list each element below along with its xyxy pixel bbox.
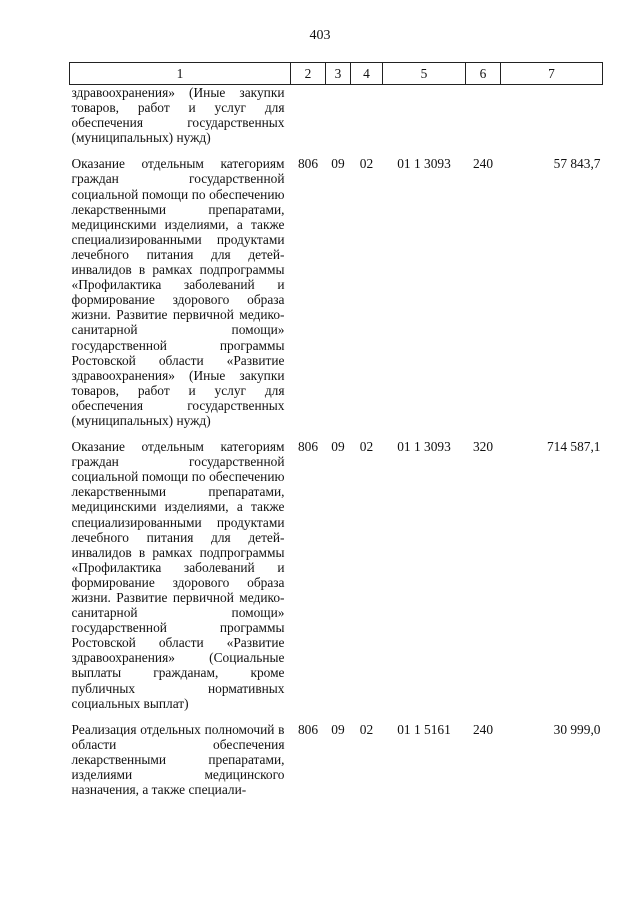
table-row xyxy=(70,85,603,146)
table-row xyxy=(70,428,603,711)
budget-table xyxy=(69,62,603,797)
row-subsection-code: 02 xyxy=(359,439,374,455)
header-col-3: 3 xyxy=(326,63,351,85)
table-body xyxy=(70,85,603,798)
table-row xyxy=(70,711,603,797)
row-expense-type: 320 xyxy=(472,439,494,455)
row-subsection-code: 02 xyxy=(359,156,374,172)
header-col-4: 4 xyxy=(351,63,383,85)
row-section-code: 09 xyxy=(331,156,345,172)
row-amount: 57 843,7 xyxy=(553,156,601,172)
header-col-2: 2 xyxy=(291,63,326,85)
row-target-code: 01 1 3093 xyxy=(397,156,451,172)
header-col-5: 5 xyxy=(383,63,466,85)
row-expense-type: 240 xyxy=(472,721,494,737)
row-ministry-code xyxy=(291,85,326,146)
row-description: здравоохранения» (Иные закупки товаров, работ и услуг для обеспечения государственных (муниципальных) нужд) xyxy=(71,85,285,146)
row-section-code xyxy=(326,85,351,146)
row-target-code: 01 1 3093 xyxy=(397,439,451,455)
row-subsection-code: 02 xyxy=(359,721,374,737)
row-section-code: 09 xyxy=(331,439,345,455)
table-header xyxy=(70,63,603,85)
row-target-code xyxy=(383,85,466,146)
header-col-6: 6 xyxy=(466,63,501,85)
header-col-7: 7 xyxy=(501,63,603,85)
row-description: Реализация отдельных полномочий в области обеспечения лекарственными препаратами, изделиями медицинского назначения, а также специали- xyxy=(71,721,285,798)
row-expense-type xyxy=(466,85,501,146)
row-amount: 714 587,1 xyxy=(546,439,601,455)
row-description: Оказание отдельным категориям граждан государственной социальной помощи по обеспечению лекарственными препаратами, медицинскими изделиями, а также специализированными продуктами лечебного питания для детей-инвалидов в рамках подпрограммы «Профилактика заболеваний и формирование здорового образа жизни. Развитие первичной медико-санитарной помощи» государственной программы Ростовской области «Развитие здравоохранения» (Социальные выплаты гражданам, кроме публичных нормативных социальных выплат) xyxy=(71,439,285,711)
row-expense-type: 240 xyxy=(472,156,494,172)
row-section-code: 09 xyxy=(331,721,345,737)
row-subsection-code xyxy=(351,85,383,146)
page-number: 403 xyxy=(309,28,331,43)
row-ministry-code: 806 xyxy=(297,439,319,455)
header-row xyxy=(70,63,603,85)
row-amount: 30 999,0 xyxy=(553,721,601,737)
row-description: Оказание отдельным категориям граждан государственной социальной помощи по обеспечению лекарственными препаратами, медицинскими изделиями, а также специализированными продуктами лечебного питания для детей-инвалидов в рамках подпрограммы «Профилактика заболеваний и формирование здорового образа жизни. Развитие первичной медико-санитарной помощи» государственной программы Ростовской области «Развитие здравоохранения» (Иные закупки товаров, работ и услуг для обеспечения государственных (муниципальных) нужд) xyxy=(71,156,285,428)
row-target-code: 01 1 5161 xyxy=(397,721,451,737)
row-ministry-code: 806 xyxy=(297,156,319,172)
row-amount xyxy=(501,85,603,146)
header-col-1: 1 xyxy=(70,63,291,85)
table-row xyxy=(70,145,603,428)
row-ministry-code: 806 xyxy=(297,721,319,737)
